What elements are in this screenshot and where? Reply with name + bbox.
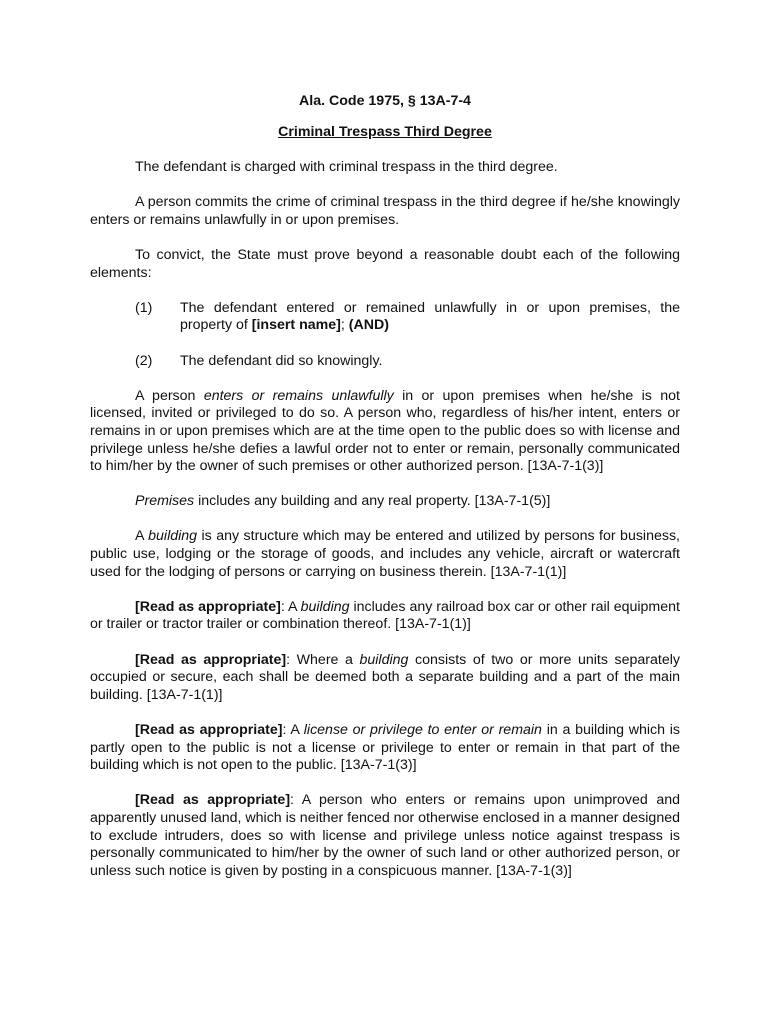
- read-as-appropriate-label: [Read as appropriate]: [135, 792, 291, 809]
- read-as-appropriate-label: [Read as appropriate]: [135, 722, 283, 738]
- document-page: [90, 92, 680, 880]
- defined-term: Premises: [135, 493, 195, 510]
- and-conjunction: (AND): [348, 317, 389, 334]
- defined-term: enters or remains unlawfully: [203, 387, 394, 404]
- read-as-appropriate-land: [Read as appropriate]: A person who enters or remains upon unimproved and apparently unused land, which is neither fenced nor otherwise enclosed in a manner designed to exclude intruders, does so with license and privilege unless notice against trespass is personally communicated to him/her by the owner of such land or other authorized person, or unless such notice is given by posting in a conspicuous manner. [13A-7-1(3)]: [90, 792, 680, 879]
- element-1: [135, 300, 680, 335]
- read-as-appropriate-railroad: [Read as appropriate]: A building includes any railroad box car or other rail equipment or trailer or tractor trailer or combination thereof. [13A-7-1(1)]: [90, 598, 680, 633]
- element-text: The defendant did so knowingly.: [180, 352, 383, 369]
- defined-term: building: [148, 528, 198, 545]
- insert-name-placeholder: [insert name]: [251, 317, 341, 334]
- element-number: (2): [135, 352, 153, 369]
- charge-title: Criminal Trespass Third Degree: [278, 124, 492, 140]
- element-body: The defendant entered or remained unlawfully in or upon premises, the property of: [180, 299, 680, 334]
- element-2: [135, 353, 680, 371]
- premises-definition: Premises includes any building and any real property. [13A-7-1(5)]: [135, 493, 551, 510]
- code-citation: Ala. Code 1975, § 13A-7-4: [299, 93, 471, 109]
- charge-statement: The defendant is charged with criminal trespass in the third degree.: [135, 159, 558, 175]
- building-definition: A building is any structure which may be entered and utilized by persons for business, public use, lodging or the storage of goods, and includes any vehicle, aircraft or watercraft used for the lodging of persons or carrying on business therein. [13A-7-1(1)]: [90, 528, 680, 580]
- read-as-appropriate-units: [Read as appropriate]: Where a building consists of two or more units separately occupied or secure, each shall be deemed both a separate building and a part of the main building. [13A-7-1(1)]: [90, 651, 680, 703]
- enters-unlawfully-definition: A person enters or remains unlawfully in or upon premises when he/she is not licensed, invited or privileged to do so. A person who, regardless of his/her intent, enters or remains in or upon premises which are at the time open to the public does so with license and privilege unless he/she defies a lawful order not to enter or remain, personally communicated to him/her by the owner of such premises or other authorized person. [13A-7-1(3)]: [90, 387, 680, 475]
- element-number: (1): [135, 299, 153, 316]
- offense-definition: A person commits the crime of criminal trespass in the third degree if he/she knowingly enters or remains unlawfully in or upon premises.: [90, 194, 680, 228]
- defined-term: license or privilege to enter or remain: [303, 722, 542, 738]
- defined-term: building: [300, 598, 350, 615]
- read-as-appropriate-label: [Read as appropriate]: [135, 651, 287, 668]
- read-as-appropriate-label: [Read as appropriate]: [135, 598, 281, 615]
- element-text: [180, 300, 680, 335]
- defined-term: building: [359, 651, 409, 668]
- element-separator: ;: [340, 317, 349, 334]
- convict-intro: To convict, the State must prove beyond a reasonable doubt each of the following elements:: [90, 246, 680, 281]
- read-as-appropriate-license: [Read as appropriate]: A license or privilege to enter or remain in a building which is partly open to the public is not a license or privilege to enter or remain in that part of the building which is not open to the public. [13A-7-1(3)]: [90, 722, 680, 774]
